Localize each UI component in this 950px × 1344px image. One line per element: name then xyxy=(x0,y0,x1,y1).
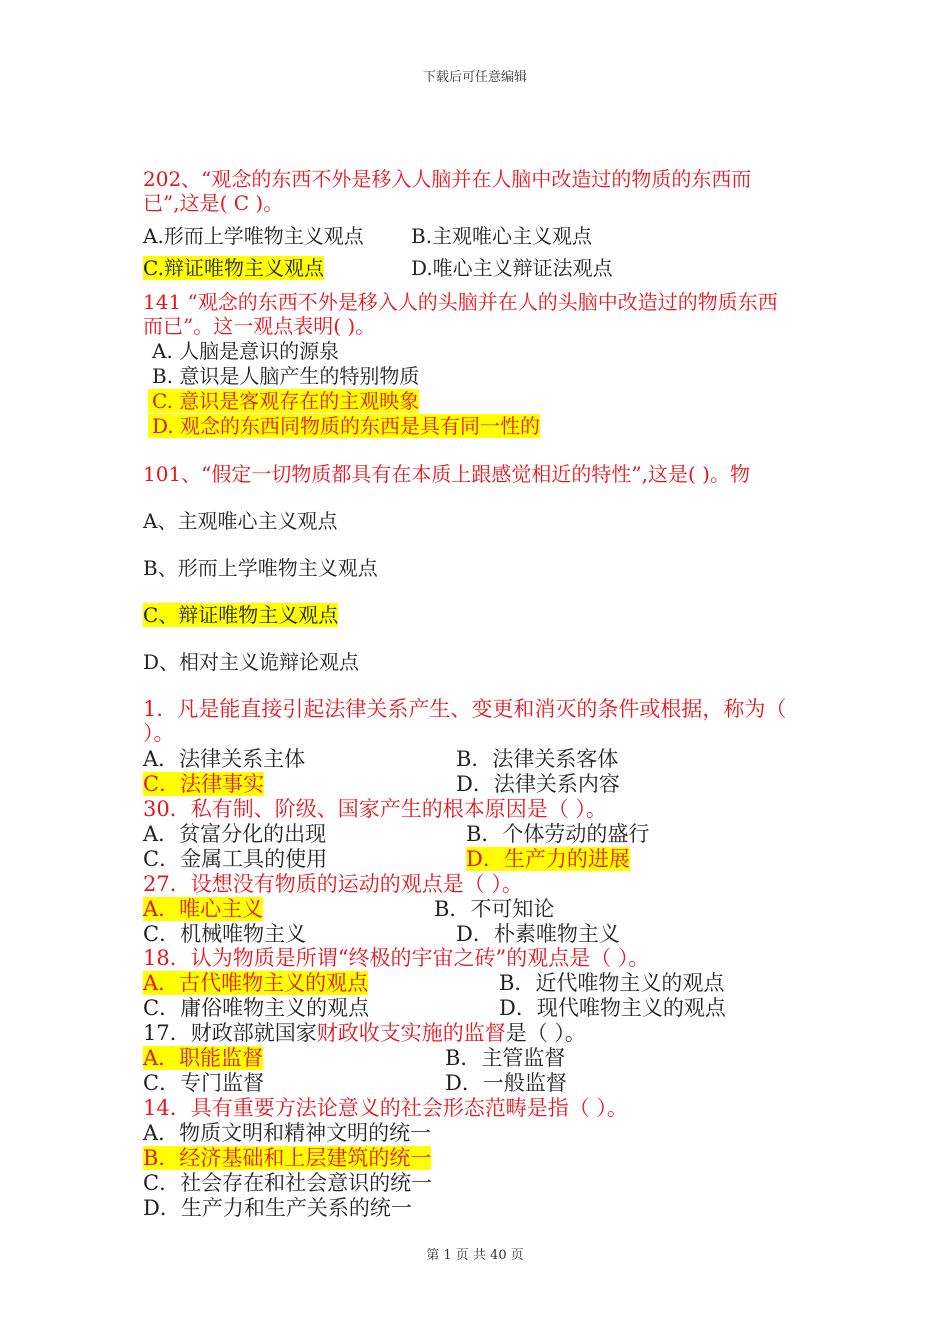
question-18: 18．认为物质是所谓“终极的宇宙之砖”的观点是（ ）。 xyxy=(143,946,650,970)
q17-option-row-1 xyxy=(143,1046,566,1070)
q18-option-c: C．庸俗唯物主义的观点 xyxy=(143,996,370,1020)
q1-option-c-highlighted: C．法律事实 xyxy=(143,772,265,796)
q1-option-row-1 xyxy=(143,747,619,771)
q101-option-b: B、形而上学唯物主义观点 xyxy=(143,556,378,580)
q27-option-c: C．机械唯物主义 xyxy=(143,922,307,946)
page-footer: 第 1 页 共 40 页 xyxy=(426,1248,524,1263)
q101-option-c-highlighted: C、辩证唯物主义观点 xyxy=(143,603,339,627)
q27-option-b: B．不可知论 xyxy=(434,897,555,921)
q1-option-row-2 xyxy=(143,772,620,796)
q202-option-b: B.主观唯心主义观点 xyxy=(411,224,593,248)
q30-option-c: C．金属工具的使用 xyxy=(143,847,328,871)
q1-option-d: D．法律关系内容 xyxy=(456,772,620,796)
q18-option-row-2 xyxy=(143,996,726,1020)
q14-option-b-highlighted: B．经济基础和上层建筑的统一 xyxy=(143,1146,432,1170)
q202-option-row-1 xyxy=(143,224,593,248)
q141-option-d-highlighted: D. 观念的东西同物质的东西是具有同一性的 xyxy=(148,414,540,438)
q27-option-row-2 xyxy=(143,922,620,946)
q17-option-row-2 xyxy=(143,1071,567,1095)
q30-option-a: A．贫富分化的出现 xyxy=(143,822,327,846)
q18-option-row-1 xyxy=(143,971,725,995)
question-17-text: 17．财政部就国家 xyxy=(143,1021,317,1045)
question-141-line-2: 而已”。这一观点表明( )。 xyxy=(143,314,376,338)
q18-option-b: B．近代唯物主义的观点 xyxy=(499,971,725,995)
q202-option-a: A.形而上学唯物主义观点 xyxy=(143,224,364,248)
q1-option-b: B．法律关系客体 xyxy=(456,747,619,771)
q141-option-a: A. 人脑是意识的源泉 xyxy=(152,339,340,363)
question-17-red-text: 财政收支实施的监督 xyxy=(316,1021,506,1045)
question-1-line-2: ）。 xyxy=(143,721,175,745)
question-202-line-2: 已”,这是( C )。 xyxy=(143,191,284,215)
q17-option-b: B．主管监督 xyxy=(445,1046,566,1070)
q18-option-d: D．现代唯物主义的观点 xyxy=(499,996,726,1020)
q14-option-d: D．生产力和生产关系的统一 xyxy=(143,1196,412,1220)
question-27: 27．设想没有物质的运动的观点是（ ）。 xyxy=(143,872,523,896)
q14-option-c: C．社会存在和社会意识的统一 xyxy=(143,1171,433,1195)
q27-option-row-1 xyxy=(143,897,555,921)
q101-option-a: A、主观唯心主义观点 xyxy=(143,509,338,533)
q30-option-b: B．个体劳动的盛行 xyxy=(466,822,650,846)
question-17-tail: 是（ ）。 xyxy=(505,1021,586,1045)
q141-option-b: B. 意识是人脑产生的特别物质 xyxy=(152,364,420,388)
question-1-line-1: 1．凡是能直接引起法律关系产生、变更和消灭的条件或根据，称为（ xyxy=(143,697,787,721)
q202-option-row-2 xyxy=(143,256,613,280)
question-101: 101、“假定一切物质都具有在本质上跟感觉相近的特性”,这是( )。物 xyxy=(143,462,750,486)
q14-option-a: A．物质文明和精神文明的统一 xyxy=(143,1121,432,1145)
q30-option-d-highlighted: D．生产力的进展 xyxy=(466,847,630,871)
question-30: 30．私有制、阶级、国家产生的根本原因是（ ）。 xyxy=(143,797,607,821)
question-141-line-1: 141 “观念的东西不外是移入人的头脑并在人的头脑中改造过的物质东西 xyxy=(143,290,778,314)
question-17 xyxy=(143,1021,586,1045)
q27-option-d: D．朴素唯物主义 xyxy=(456,922,620,946)
question-14: 14．具有重要方法论意义的社会形态范畴是指（ ）。 xyxy=(143,1096,628,1120)
page-header: 下载后可任意编辑 xyxy=(422,70,527,85)
q27-option-a-highlighted: A．唯心主义 xyxy=(143,897,264,921)
q141-option-c-highlighted: C. 意识是客观存在的主观映象 xyxy=(148,389,419,413)
q30-option-row-2 xyxy=(143,847,630,871)
q18-option-a-highlighted: A．古代唯物主义的观点 xyxy=(143,971,369,995)
q30-option-row-1 xyxy=(143,822,650,846)
q202-option-c-highlighted: C.辩证唯物主义观点 xyxy=(143,256,324,280)
q17-option-a-highlighted: A．职能监督 xyxy=(143,1046,264,1070)
q1-option-a: A．法律关系主体 xyxy=(143,747,306,771)
q101-option-d: D、相对主义诡辩论观点 xyxy=(143,650,360,674)
question-202-line-1: 202、“观念的东西不外是移入人脑并在人脑中改造过的物质的东西而 xyxy=(143,167,752,191)
q17-option-d: D．一般监督 xyxy=(445,1071,567,1095)
q17-option-c: C．专门监督 xyxy=(143,1071,265,1095)
q202-option-d: D.唯心主义辩证法观点 xyxy=(411,256,613,280)
